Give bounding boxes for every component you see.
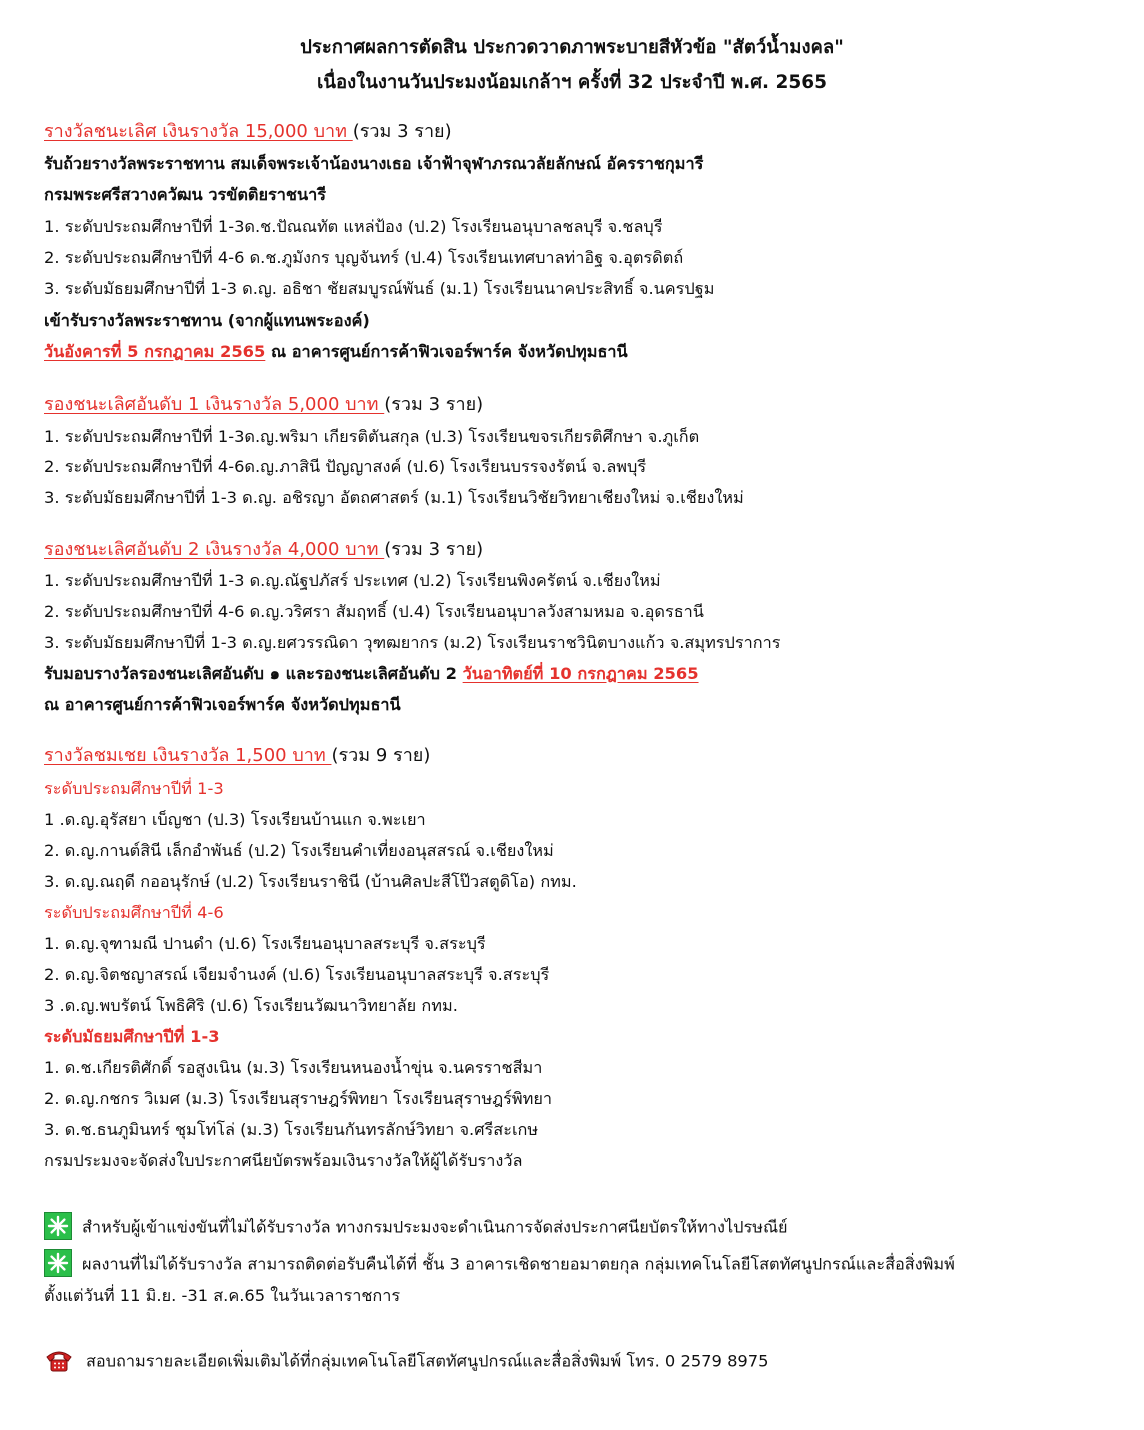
first-prize-ceremony-venue: ณ อาคารศูนย์การค้าฟิวเจอร์พาร์ค จังหวัดปทุมธานี	[265, 342, 628, 361]
honorable-p13-winner-1: 1 .ด.ญ.อุรัสยา เบ็ญชา (ป.3) โรงเรียนบ้านแก จ.พะเยา	[44, 810, 426, 829]
first-prize-winner-2: 2. ระดับประถมศึกษาปีที่ 4-6 ด.ช.ภูมังกร บุญจันทร์ (ป.4) โรงเรียนเทศบาลท่าอิฐ จ.อุตรดิตถ์	[44, 248, 684, 267]
honorable-mention-label: รางวัลชมเชย เงินรางวัล 1,500 บาท	[44, 745, 332, 766]
second-prize-count: (รวม 3 ราย)	[384, 394, 484, 415]
first-prize-count: (รวม 3 ราย)	[352, 121, 452, 142]
honorable-m13-winner-2: 2. ด.ญ.กชกร วิเมศ (ม.3) โรงเรียนสุราษฎร์พิทยา โรงเรียนสุราษฎร์พิทยา	[44, 1089, 553, 1108]
first-prize-heading	[44, 120, 452, 144]
third-prize-winner-1: 1. ระดับประถมศึกษาปีที่ 1-3 ด.ญ.ณัฐปภัสร์ ประเทศ (ป.2) โรงเรียนพิงครัตน์ จ.เชียงใหม่	[44, 571, 661, 590]
note-non-winners-text: สำหรับผู้เข้าแข่งขันที่ไม่ได้รับรางวัล ทางกรมประมงจะดำเนินการจัดส่งประกาศนียบัตรให้ทางไปรษณีย์	[82, 1217, 788, 1237]
note-artwork-return-text: ผลงานที่ไม่ได้รับรางวัล สามารถติดต่อรับคืนได้ที่ ชั้น 3 อาคารเชิดชายอมาตยกุล กลุ่มเทคโนโลยีโสตทัศนูปกรณ์และสื่อสิ่งพิมพ์	[82, 1254, 955, 1274]
honorable-m13-winner-3: 3. ด.ช.ธนภูมินทร์ ชุมโท่โล่ (ม.3) โรงเรียนกันทรลักษ์วิทยา จ.ศรีสะเกษ	[44, 1120, 539, 1139]
note-non-winners	[44, 1214, 788, 1242]
honorable-p13-winner-2: 2. ด.ญ.กานต์สินี เล็กอำพันธ์ (ป.2) โรงเรียนคำเที่ยงอนุสสรณ์ จ.เชียงใหม่	[44, 841, 554, 860]
second-prize-winner-3: 3. ระดับมัธยมศึกษาปีที่ 1-3 ด.ญ. อชิรญา อัตถศาสตร์ (ม.1) โรงเรียนวิชัยวิทยาเชียงใหม่ จ.เชียงใหม่	[44, 488, 744, 507]
honorable-mention-count: (รวม 9 ราย)	[331, 745, 431, 766]
second-prize-winner-2: 2. ระดับประถมศึกษาปีที่ 4-6ด.ญ.ภาสินี ปัญญาสงค์ (ป.6) โรงเรียนบรรจงรัตน์ จ.ลพบุรี	[44, 457, 647, 476]
third-prize-winner-3: 3. ระดับมัธยมศึกษาปีที่ 1-3 ด.ญ.ยศวรรณิดา วุฑฒยากร (ม.2) โรงเรียนราชวินิตบางแก้ว จ.สมุทรปราการ	[44, 633, 781, 652]
green-asterisk-icon	[44, 1212, 72, 1240]
honorable-mention-heading	[44, 744, 430, 768]
third-prize-heading	[44, 538, 483, 562]
certificate-delivery-note: กรมประมงจะจัดส่งใบประกาศนียบัตรพร้อมเงินรางวัลให้ผู้ได้รับรางวัล	[44, 1151, 523, 1170]
first-prize-label: รางวัลชนะเลิศ เงินรางวัล 15,000 บาท	[44, 121, 353, 142]
first-prize-ceremony-date: วันอังคารที่ 5 กรกฎาคม 2565	[44, 342, 266, 361]
third-prize-label: รองชนะเลิศอันดับ 2 เงินรางวัล 4,000 บาท	[44, 539, 385, 560]
contact-info-text: สอบถามรายละเอียดเพิ่มเติมได้ที่กลุ่มเทคโนโลยีโสตทัศนูปกรณ์และสื่อสิ่งพิมพ์ โทร. 0 2579 8975	[86, 1351, 769, 1371]
honorable-p13-winner-3: 3. ด.ญ.ณฤดี กออนุรักษ์ (ป.2) โรงเรียนราชินี (บ้านศิลปะสีโป๊วสตูดิโอ) กทม.	[44, 872, 577, 891]
note-artwork-return-period: ตั้งแต่วันที่ 11 มิ.ย. -31 ส.ค.65 ในวันเวลาราชการ	[44, 1286, 401, 1305]
second-prize-winner-1: 1. ระดับประถมศึกษาปีที่ 1-3ด.ญ.พริมา เกียรติตันสกุล (ป.3) โรงเรียนขจรเกียรติศึกษา จ.ภูเก็ต	[44, 427, 700, 446]
announcement-title-line1: ประกาศผลการตัดสิน ประกวดวาดภาพระบายสีหัวข้อ "สัตว์น้ำมงคล"	[300, 37, 844, 58]
red-telephone-icon	[44, 1347, 74, 1373]
honorable-p46-winner-3: 3 .ด.ญ.พบรัตน์ โพธิศิริ (ป.6) โรงเรียนวัฒนาวิทยาลัย กทม.	[44, 996, 458, 1015]
first-prize-royal-cup-line1: รับถ้วยรางวัลพระราชทาน สมเด็จพระเจ้าน้องนางเธอ เจ้าฟ้าจุฬาภรณวลัยลักษณ์ อัครราชกุมารี	[44, 154, 704, 173]
contact-info	[44, 1349, 769, 1375]
runner-up-receive-note: รับมอบรางวัลรองชนะเลิศอันดับ ๑ และรองชนะเลิศอันดับ 2	[44, 664, 463, 683]
second-prize-label: รองชนะเลิศอันดับ 1 เงินรางวัล 5,000 บาท	[44, 394, 385, 415]
honorable-m13-winner-1: 1. ด.ช.เกียรติศักดิ์ รอสูงเนิน (ม.3) โรงเรียนหนองน้ำขุ่น จ.นครราชสีมา	[44, 1058, 543, 1077]
note-artwork-return	[44, 1251, 955, 1279]
green-asterisk-icon	[44, 1249, 72, 1277]
first-prize-winner-3: 3. ระดับมัธยมศึกษาปีที่ 1-3 ด.ญ. อธิชา ชัยสมบูรณ์พันธ์ (ม.1) โรงเรียนนาคประสิทธิ์ จ.นครปฐม	[44, 279, 715, 298]
first-prize-royal-cup-line2: กรมพระศรีสวางควัฒน วรขัตติยราชนารี	[44, 185, 327, 204]
third-prize-count: (รวม 3 ราย)	[384, 539, 484, 560]
runner-up-ceremony-date: วันอาทิตย์ที่ 10 กรกฎาคม 2565	[462, 664, 699, 683]
second-prize-heading	[44, 393, 483, 417]
announcement-title-line2: เนื่องในงานวันประมงน้อมเกล้าฯ ครั้งที่ 32 ประจำปี พ.ศ. 2565	[317, 72, 827, 93]
honorable-level-secondary-1-3: ระดับมัธยมศึกษาปีที่ 1-3	[44, 1027, 220, 1046]
first-prize-ceremony	[44, 341, 628, 363]
honorable-level-primary-4-6: ระดับประถมศึกษาปีที่ 4-6	[44, 903, 224, 922]
honorable-p46-winner-2: 2. ด.ญ.จิตชญาสรณ์ เจียมจำนงค์ (ป.6) โรงเรียนอนุบาลสระบุรี จ.สระบุรี	[44, 965, 550, 984]
runner-up-receive-line	[44, 663, 699, 685]
first-prize-receive-note: เข้ารับรางวัลพระราชทาน (จากผู้แทนพระองค์)	[44, 311, 370, 330]
third-prize-winner-2: 2. ระดับประถมศึกษาปีที่ 4-6 ด.ญ.วริศรา สัมฤทธิ์ (ป.4) โรงเรียนอนุบาลวังสามหมอ จ.อุดรธานี	[44, 602, 704, 621]
first-prize-winner-1: 1. ระดับประถมศึกษาปีที่ 1-3ด.ช.ปัณณทัต แหล่ป้อง (ป.2) โรงเรียนอนุบาลชลบุรี จ.ชลบุรี	[44, 217, 663, 236]
runner-up-ceremony-venue: ณ อาคารศูนย์การค้าฟิวเจอร์พาร์ค จังหวัดปทุมธานี	[44, 695, 401, 714]
honorable-level-primary-1-3: ระดับประถมศึกษาปีที่ 1-3	[44, 779, 224, 798]
honorable-p46-winner-1: 1. ด.ญ.จุฑามณี ปานดำ (ป.6) โรงเรียนอนุบาลสระบุรี จ.สระบุรี	[44, 934, 486, 953]
